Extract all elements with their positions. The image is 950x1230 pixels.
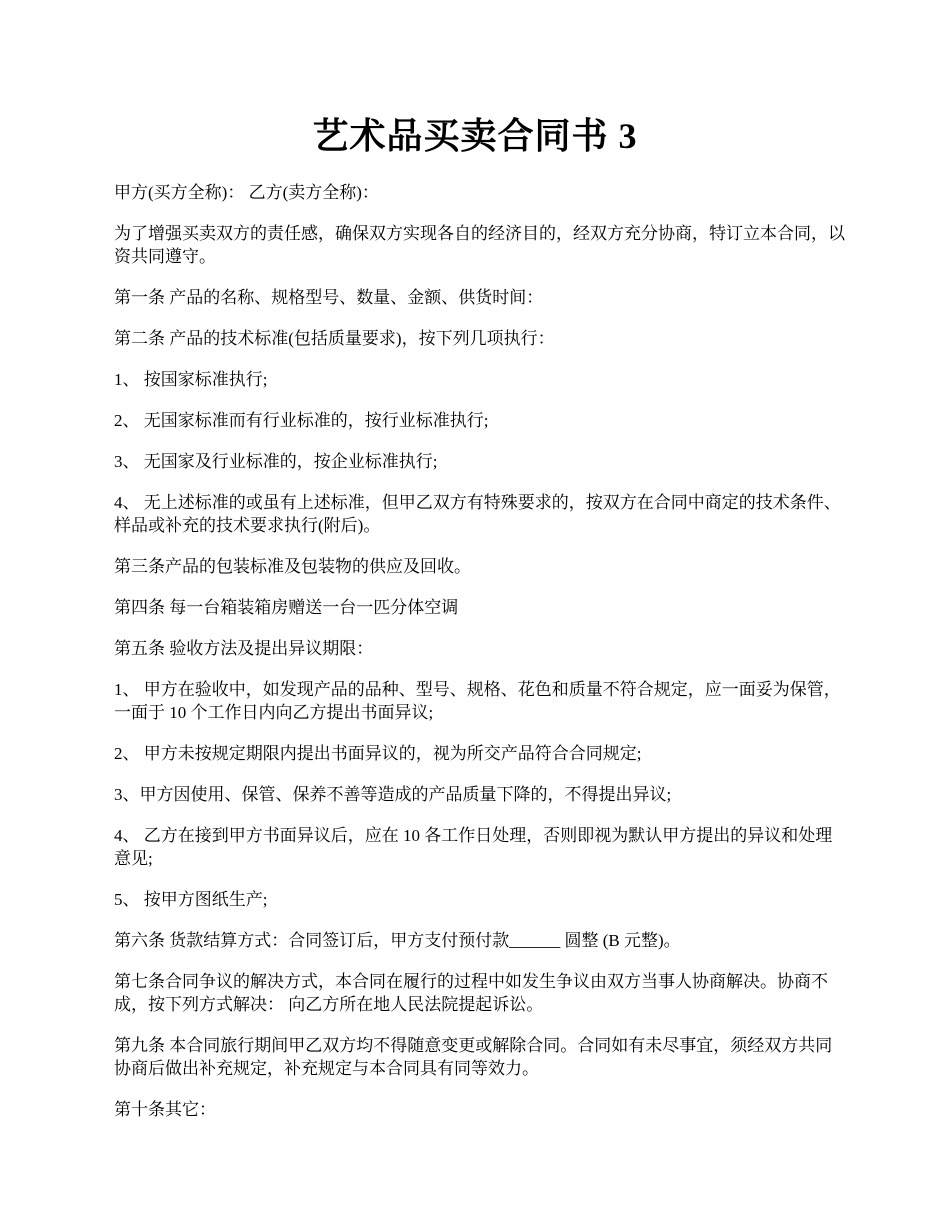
article-5-item-5: 5、 按甲方图纸生产; <box>114 890 268 909</box>
article-2-item-2: 2、 无国家标准而有行业标准的，按行业标准执行; <box>114 411 489 430</box>
article-5-item-2: 2、 甲方未按规定期限内提出书面异议的，视为所交产品符合合同规定; <box>114 744 642 763</box>
article-6: 第六条 货款结算方式：合同签订后，甲方支付预付款______ 圆整 (B 元整)。 <box>114 931 681 950</box>
article-9: 第九条 本合同旅行期间甲乙双方均不得随意变更或解除合同。合同如有未尽事宜，须经双方共同协商后做出补充规定，补充规定与本合同具有同等效力。 <box>114 1036 833 1078</box>
article-3: 第三条产品的包装标准及包装物的供应及回收。 <box>114 557 471 576</box>
article-2-item-3: 3、 无国家及行业标准的，按企业标准执行; <box>114 452 438 471</box>
article-5: 第五条 验收方法及提出异议期限： <box>114 639 374 658</box>
article-5-item-3: 3、甲方因使用、保管、保养不善等造成的产品质量下降的，不得提出异议; <box>114 785 672 804</box>
article-2-item-4: 4、 无上述标准的或虽有上述标准，但甲乙双方有特殊要求的，按双方在合同中商定的技术条件、样品或补充的技术要求执行(附后)。 <box>114 493 841 535</box>
article-2-item-1: 1、 按国家标准执行; <box>114 370 268 389</box>
document-body <box>114 181 846 1139</box>
article-2: 第二条 产品的技术标准(包括质量要求)，按下列几项执行： <box>114 329 555 348</box>
article-10: 第十条其它： <box>114 1100 216 1119</box>
document-title: 艺术品买卖合同书 3 <box>312 116 638 156</box>
preamble: 为了增强买卖双方的责任感，确保双方实现各自的经济目的，经双方充分协商，特订立本合同，以资共同遵守。 <box>114 224 845 266</box>
article-5-item-1: 1、 甲方在验收中，如发现产品的品种、型号、规格、花色和质量不符合规定，应一面妥为保管，一面于 10 个工作日内向乙方提出书面异议; <box>114 680 841 722</box>
article-7: 第七条合同争议的解决方式，本合同在履行的过程中如发生争议由双方当事人协商解决。协商不成，按下列方式解决： 向乙方所在地人民法院提起诉讼。 <box>114 972 828 1014</box>
article-5-item-4: 4、 乙方在接到甲方书面异议后，应在 10 各工作日处理，否则即视为默认甲方提出的异议和处理意见; <box>114 826 833 868</box>
article-1: 第一条 产品的名称、规格型号、数量、金额、供货时间： <box>114 288 544 307</box>
article-4: 第四条 每一台箱装箱房赠送一台一匹分体空调 <box>114 598 459 617</box>
party-names: 甲方(买方全称)： 乙方(卖方全称)： <box>114 183 379 202</box>
